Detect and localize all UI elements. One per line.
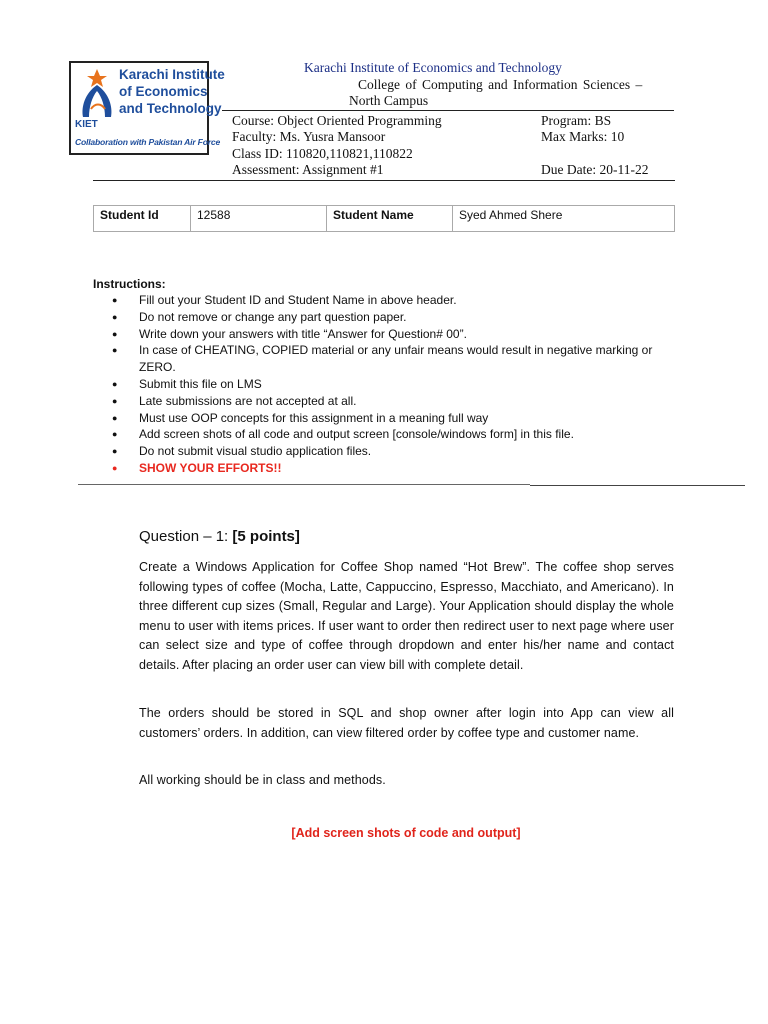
screenshot-note: [Add screen shots of code and output] (291, 826, 521, 840)
college-name: College of Computing and Information Sciences – (358, 77, 643, 92)
table-row (94, 206, 675, 232)
faculty-line: Faculty: Ms. Yusra Mansoor (232, 129, 386, 144)
question-paragraph-2: The orders should be stored in SQL and shop owner after login into App can view all customers’ orders. In addition, can view filtered order by coffee type and customer name. (139, 706, 674, 740)
kiet-emblem-icon (77, 67, 117, 119)
student-name-value: Syed Ahmed Shere (453, 206, 675, 232)
instructions-list (112, 292, 692, 477)
header-bottom-rule (93, 180, 675, 181)
list-item: ● Late submissions are not accepted at all. (112, 393, 692, 410)
assessment-line: Assessment: Assignment #1 (232, 162, 384, 177)
list-item: ● Add screen shots of all code and output screen [console/windows form] in this file. (112, 426, 692, 443)
student-info-table (93, 205, 675, 232)
institute-name: Karachi Institute of Economics and Technology (304, 60, 562, 75)
header-top-rule (222, 110, 674, 111)
list-item: ● Do not remove or change any part question paper. (112, 309, 692, 326)
class-id-line: Class ID: 110820,110821,110822 (232, 146, 413, 161)
list-item: ● Fill out your Student ID and Student Name in above header. (112, 292, 692, 309)
question-paragraph-3: All working should be in class and methods. (139, 773, 386, 787)
logo-line-2: of Economics (119, 84, 208, 99)
section-divider-right (530, 485, 745, 486)
question-points: [5 points] (232, 528, 300, 545)
list-item: ● In case of CHEATING, COPIED material or any unfair means would result in negative marking or ZERO. (112, 342, 692, 376)
question-title (139, 528, 300, 545)
due-date-line: Due Date: 20-11-22 (541, 162, 649, 177)
max-marks-line: Max Marks: 10 (541, 129, 625, 144)
instructions-title: Instructions: (93, 277, 166, 291)
list-item: ● Write down your answers with title “Answer for Question# 00”. (112, 326, 692, 343)
list-item: ● SHOW YOUR EFFORTS!! (112, 460, 692, 477)
institute-logo (69, 61, 225, 155)
question-paragraph-1: Create a Windows Application for Coffee Shop named “Hot Brew”. The coffee shop serves following types of coffee (Mocha, Latte, Cappuccino, Espresso, Macchiato, and Americano). In three different cup sizes (Small, Regular and Large). Your Application should display the whole menu to user with items prices. If user want to order then redirect user to next page where user can select size and type of coffee through dropdown and enter his/her name and contact details. After placing an order user can view bill with complete detail. (139, 560, 674, 672)
logo-kiet-text: KIET (75, 119, 98, 130)
logo-line-3: and Technology (119, 101, 222, 116)
program-line: Program: BS (541, 113, 612, 128)
list-item: ● Submit this file on LMS (112, 376, 692, 393)
course-line: Course: Object Oriented Programming (232, 113, 442, 128)
student-id-label: Student Id (94, 206, 191, 232)
student-name-label: Student Name (327, 206, 453, 232)
section-divider-left (78, 484, 530, 485)
logo-line-1: Karachi Institute (119, 67, 225, 82)
list-item: ● Do not submit visual studio application files. (112, 443, 692, 460)
list-item: ● Must use OOP concepts for this assignment in a meaning full way (112, 410, 692, 427)
question-label: Question – 1: (139, 528, 233, 545)
student-id-value: 12588 (191, 206, 327, 232)
logo-tagline: Collaboration with Pakistan Air Force (75, 137, 221, 147)
campus-name: North Campus (349, 93, 429, 108)
